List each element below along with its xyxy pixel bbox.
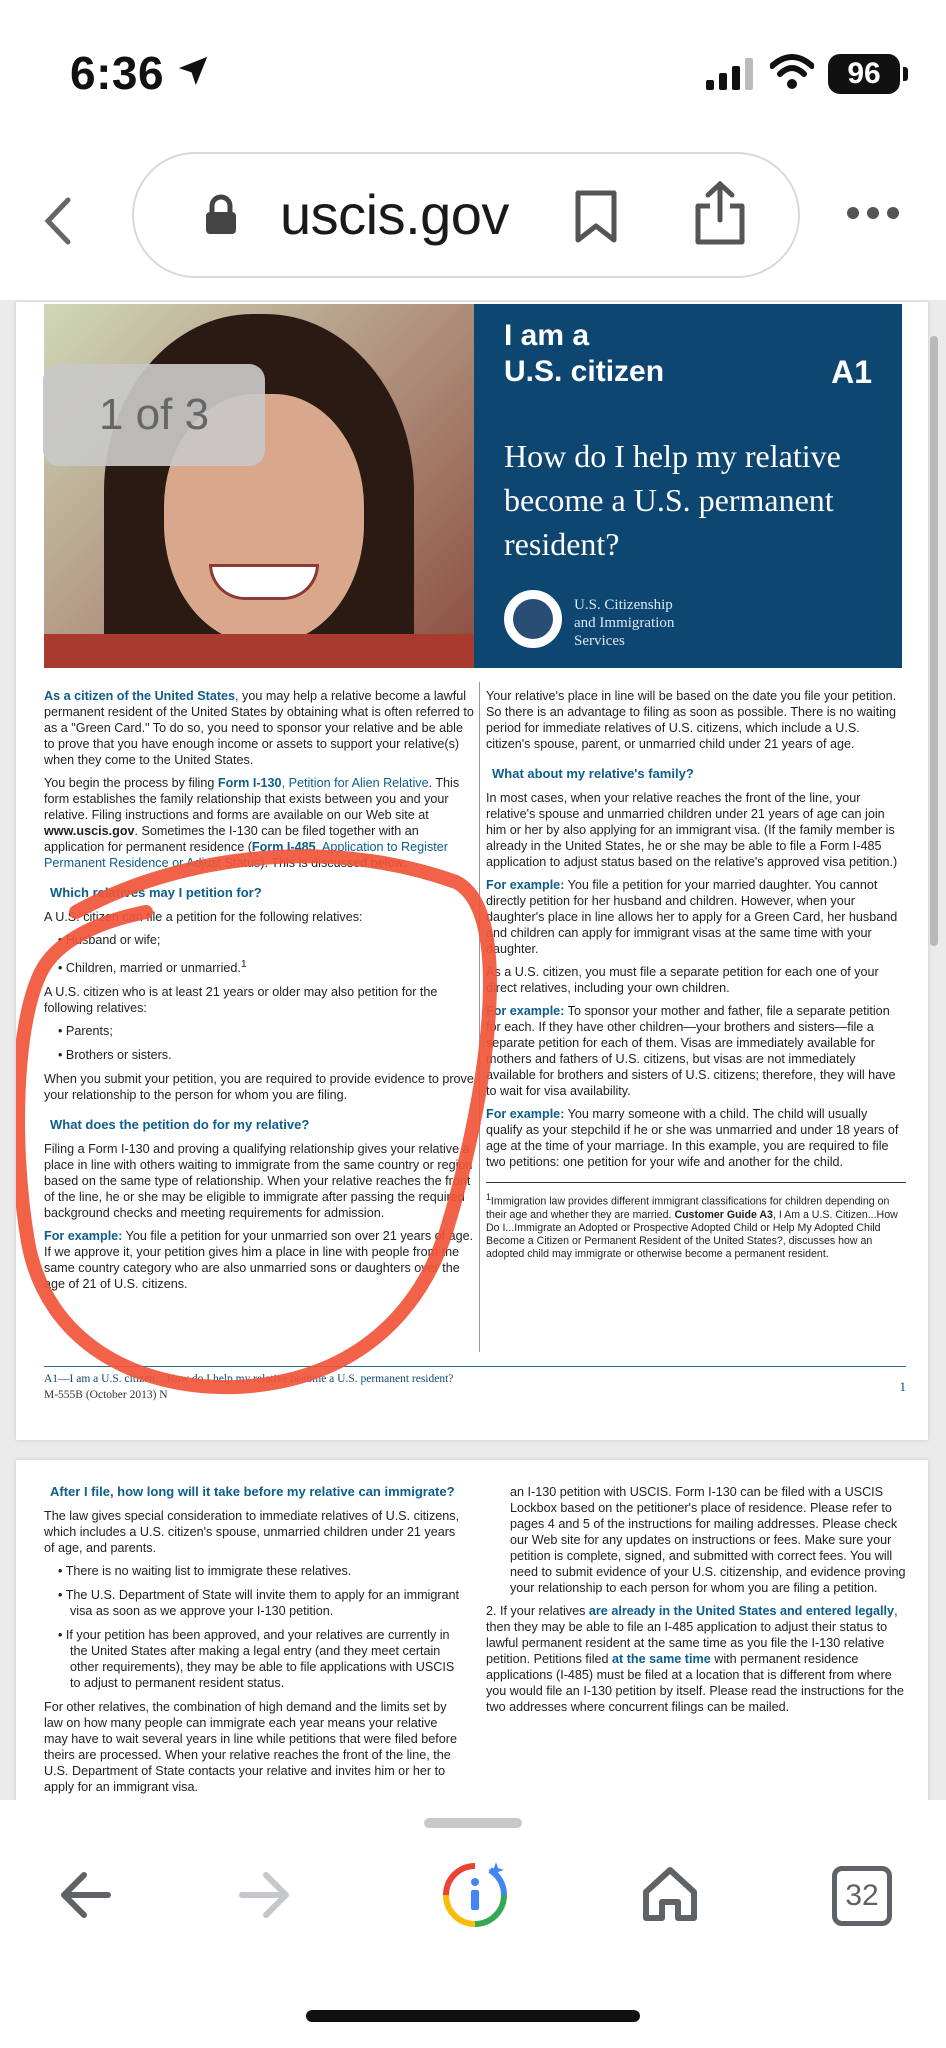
item2-text-2: , then they may be able to file an I-485 application to adjust their status to lawful permanent resident at the same time as you file the I-130 relative petition. Petitions filed [486, 1604, 898, 1666]
page-footer [44, 1366, 906, 1401]
wifi-icon [770, 54, 814, 95]
page2-left-column [44, 1484, 464, 1800]
status-bar [0, 0, 946, 140]
cover-question: How do I help my relative become a U.S. permanent resident? [504, 438, 841, 562]
cover-title [504, 318, 664, 390]
dhs-seal-icon [504, 590, 562, 648]
example-paragraph [486, 1003, 906, 1099]
example-text: You file a petition for your unmarried son over 21 years of age. If we approve it, your petition gives him a place in line with people from the same country category who are also unmarried sons or daughters over the age of 21 of U.S. citizens. [44, 1229, 474, 1292]
location-arrow-icon [176, 54, 210, 93]
list-item [58, 956, 474, 976]
which-intro: A U.S. citizen can file a petition for the following relatives: [44, 910, 363, 924]
item2-bold-2: at the same time [612, 1652, 711, 1666]
form-i485-name-link[interactable]: , Application to Register Permanent Residence or Adjust Status [44, 840, 448, 870]
home-indicator [306, 2010, 640, 2022]
forward-arrow-icon[interactable] [238, 1870, 292, 1925]
website-link[interactable]: www.uscis.gov [44, 824, 135, 838]
cover-photo [44, 304, 474, 668]
back-arrow-icon[interactable] [58, 1870, 112, 1925]
example-lead: For example: [486, 878, 565, 892]
footnote [486, 1182, 906, 1261]
example-lead: For example: [44, 1229, 123, 1244]
family-heading: What about my relative's family? [492, 766, 694, 781]
guide-code: A1 [831, 354, 872, 390]
which-relatives-heading: Which relatives may I petition for? [50, 885, 262, 900]
footnote-mark: 1 [240, 958, 247, 970]
which-list [58, 932, 474, 976]
list-item-text: Children, married or unmarried. [65, 961, 241, 976]
cover-title-box [474, 304, 902, 668]
intro-paragraph [44, 688, 474, 768]
list-item: • There is no waiting list to immigrate these relatives. [58, 1563, 464, 1579]
list-item: • If your petition has been approved, and your relatives are currently in the United States after making a legal entry (and they meet certain other requirements), they may be able to file applications with USCIS to adjust to permanent resident status. [58, 1627, 464, 1691]
agency-name [574, 596, 744, 650]
left-column [44, 688, 474, 1299]
list-item: • Parents; [58, 1023, 474, 1039]
status-time: 6:36 [70, 47, 165, 99]
home-icon[interactable] [640, 1864, 700, 1929]
age21-list [58, 1023, 474, 1063]
begin-paragraph [44, 775, 474, 871]
item2-text-1: If your relatives [496, 1604, 589, 1618]
tab-switcher-button[interactable]: 32 [832, 1866, 892, 1926]
family-paragraph: In most cases, when your relative reaches the front of the line, your relative's spouse and unmarried children under 21 years of age can join him or her by also applying for an immigrant visa. (If the family member is already in the United States, he or she may be able to file a Form I-485 application to adjust status based on the relative's approved visa petition.) [486, 791, 898, 869]
item2-text-3: with permanent residence applications (I-485) must be filed at a location that is different from where you would file an I-130 petition by itself. Please read the instructions for the two addresses where concurrent filings can be mailed. [486, 1652, 904, 1714]
footnote-text-1: Immigration law provides different immigrant classifications for children depending on their age and whether they are married. [486, 1195, 890, 1221]
form-i485-link[interactable]: Form I-485 [251, 840, 316, 854]
pdf-viewer[interactable] [0, 300, 946, 1800]
scrollbar[interactable] [930, 336, 938, 946]
begin-text-1: You begin the process by filing [44, 776, 218, 790]
age21-intro: A U.S. citizen who is at least 21 years or older may also petition for the following relatives: [44, 985, 438, 1016]
page2-others: For other relatives, the combination of high demand and the limits set by law on how many people can immigrate each year means your relative may have to wait several years in line while petitions that were filed before theirs are processed. When your relative reaches the front of the line, the U.S. Department of State contacts your relative and invites him or her to apply for an immigrant visa. [44, 1700, 458, 1794]
list-item: • Brothers or sisters. [58, 1047, 474, 1063]
item-number: 2. [486, 1604, 497, 1618]
right-column [486, 688, 906, 1261]
footer-form-number: M-555B (October 2013) N [44, 1389, 168, 1401]
intro-text: , you may help a relative become a lawful permanent resident of the United States by obtaining what is often referred to as a "Green Card." To do so, you need to sponsor your relative and be able to prove that you have enough income or assets to support your relative(s) when they come to the United States. [44, 689, 474, 767]
begin-text-3: . Sometimes the I-130 can be filed together with an application for permanent residence ( [44, 824, 419, 854]
begin-text-4: ). This is discussed below. [260, 856, 407, 870]
item2-bold-1: are already in the United States and entered legally [588, 1604, 895, 1618]
column-divider [479, 682, 480, 1352]
footnote-text-2: , I Am a U.S. Citizen...How Do I...Immigrate an Adopted or Prospective Adopted Child or Help My Adopted Child Become a Citizen or Permanent Resident of the United States?, discusses how an adopted child may immigrate or otherwise become a permanent resident. [486, 1208, 898, 1260]
share-icon[interactable] [694, 180, 746, 251]
pdf-page-2 [16, 1460, 928, 1800]
agency-line2: and Immigration [574, 615, 675, 631]
page2-continued: an I-130 petition with USCIS. Form I-130 can be filed with a USCIS Lockbox based on the petitioner's place of residence. Please refer to pages 4 and 5 of the instructions for mailing addresses. Please check our Web site for any updates on instructions or fees. Make sure your petition is complete, signed, and submitted with correct fees. You will need to submit evidence of your U.S. citizenship, and evidence proving your relationship to each person for whom you are filing a petition. [510, 1485, 906, 1595]
browser-toolbar [0, 1800, 946, 2048]
agency-line3: Services [574, 633, 625, 649]
page2-item2 [486, 1603, 906, 1715]
battery-indicator: 96 [828, 54, 900, 94]
page2-right-column [486, 1484, 906, 1722]
cellular-signal-icon [706, 58, 756, 95]
example-paragraph [486, 1106, 906, 1170]
form-i130-link[interactable]: Form I-130 [217, 776, 282, 790]
chevron-left-icon[interactable] [42, 196, 72, 251]
list-item: • Husband or wife; [58, 932, 474, 948]
google-lens-info-icon[interactable] [440, 1860, 510, 1935]
example-text: To sponsor your mother and father, file a separate petition for each. If they have other children—your brothers and sisters—file a separate petition for each of them. Visas are immediately available for mothers and fathers of U.S. citizens, but visas are not immediately available for brothers and sisters of U.S. citizens; therefore, they will have to wait for visa availability. [486, 1004, 896, 1098]
list-item: • The U.S. Department of State will invite them to apply for an immigrant visa as soon as we approve your I-130 petition. [58, 1587, 464, 1619]
place-paragraph: Your relative's place in line will be based on the date you file your petition. So there is an advantage to filing as soon as possible. There is no waiting period for immediate relatives of U.S. citizens, which include a U.S. citizen's spouse, parent, or unmarried child under 21 years of age. [486, 689, 897, 751]
address-bar[interactable] [132, 152, 800, 278]
cover-title-line1: I am a [504, 319, 590, 352]
sheet-grabber[interactable] [424, 1818, 522, 1828]
page-indicator: 1 of 3 [43, 364, 265, 466]
footer-title: A1—I am a U.S. citizen…How do I help my relative become a U.S. permanent resident? [44, 1373, 454, 1385]
what-petition-heading: What does the petition do for my relative? [50, 1117, 310, 1133]
footnote-guide-ref: Customer Guide A3 [674, 1208, 773, 1221]
page2-list [58, 1563, 464, 1691]
footer-page-number: 1 [899, 1379, 906, 1394]
agency-line1: U.S. Citizenship [574, 597, 673, 613]
evidence-paragraph: When you submit your petition, you are required to provide evidence to prove your relationship to the person for whom you are filing. [44, 1072, 474, 1103]
separate-paragraph: As a U.S. citizen, you must file a separate petition for each one of your direct relatives, including your own children. [486, 965, 879, 995]
example-paragraph [486, 877, 906, 957]
example-text: You marry someone with a child. The child will usually qualify as your stepchild if he or she was unmarried and under 18 years of age at the time of your marriage. In this example, you are required to file two petitions: one petition for your wife and another for the child. [486, 1107, 899, 1169]
example-lead: For example: [486, 1107, 565, 1121]
footnote-mark: 1 [486, 1192, 491, 1202]
intro-lead: As a citizen of the United States [44, 689, 236, 703]
lock-icon [204, 194, 238, 241]
page2-intro: The law gives special consideration to immediate relatives of U.S. citizens, which includes a U.S. citizen's spouse, unmarried children under 21 years of age, and parents. [44, 1509, 460, 1555]
page2-heading: After I file, how long will it take before my relative can immigrate? [50, 1484, 455, 1499]
url-text[interactable]: uscis.gov [280, 183, 509, 246]
example-lead: For example: [486, 1004, 565, 1018]
cover-title-line2: U.S. citizen [504, 355, 665, 388]
what-paragraph: Filing a Form I-130 and proving a qualifying relationship gives your relative a place in line with others waiting to immigrate from the same country or region based on the same type of relationship. When your relative reaches the front of the line, he or she may be eligible to immigrate after passing the required background checks and meeting requirements for admission. [44, 1142, 473, 1221]
example-paragraph [44, 1228, 474, 1292]
begin-text-2: . This form establishes the family relationship that exists between you and your relative. Filing instructions and forms are available on our Web site at [44, 776, 460, 822]
browser-address-row [0, 140, 946, 300]
form-i130-name-link[interactable]: , Petition for Alien Relative [281, 776, 429, 790]
example-text: You file a petition for your married daughter. You cannot directly petition for her husband and children. However, when your daughter's place in line allows her to apply for a Green Card, her husband and children can apply for immigrant visas at the same time with your daughter. [486, 878, 898, 956]
more-icon[interactable] [846, 206, 900, 225]
pdf-page-1 [16, 302, 928, 1440]
bookmark-icon[interactable] [574, 190, 618, 249]
